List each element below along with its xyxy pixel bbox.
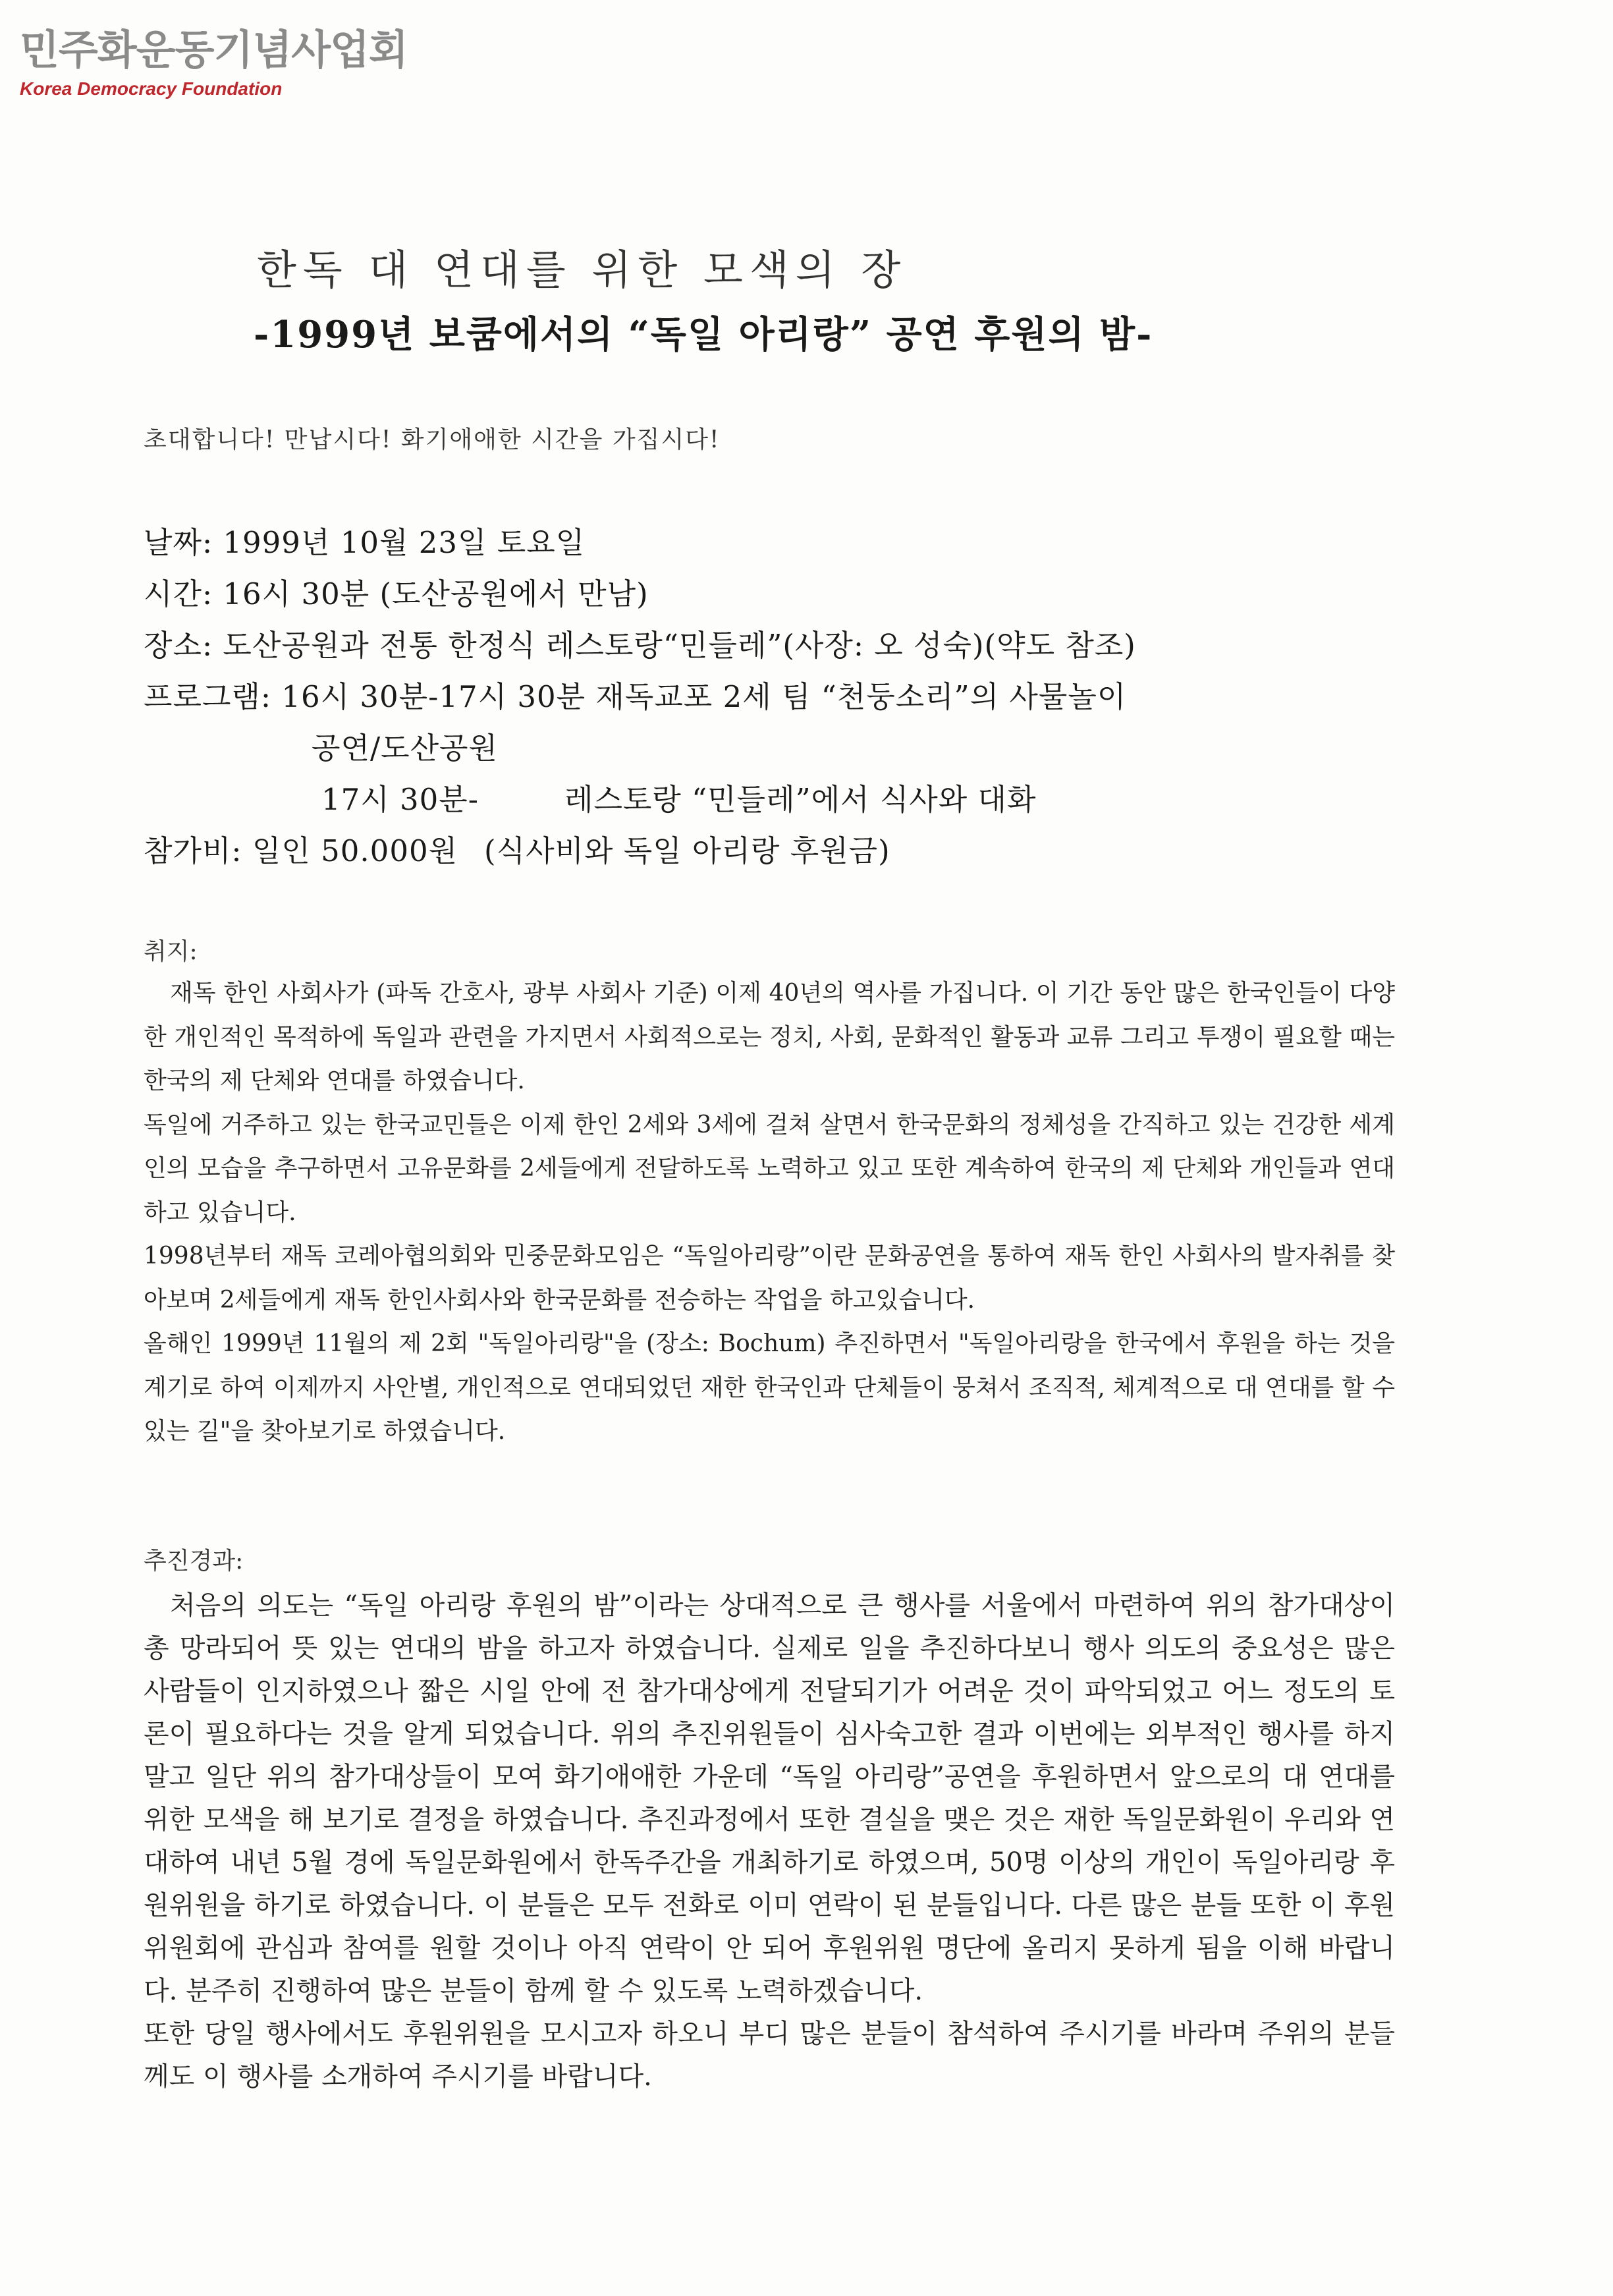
- event-program-line1: 프로그램: 16시 30분-17시 30분 재독교포 2세 팀 “천둥소리”의 사물놀이: [144, 679, 1127, 714]
- event-program-line3: [144, 774, 1136, 826]
- fee-amount: 참가비: 일인 50.000원: [144, 833, 458, 868]
- purpose-paragraph: 올해인 1999년 11월의 제 2회 "독일아리랑"을 (장소: Bochum) 추진하면서 "독일아리랑을 한국에서 후원을 하는 것을 계기로 하여 이제까지 사안별, 개인적으로 연대되었던 재한 한국인과 단체들이 뭉쳐서 조직적, 체계적으로 대 연대를 할 수 있는 길"을 찾아보기로 하였습니다.: [144, 1330, 1395, 1445]
- logo-english-text: Korea Democracy Foundation: [20, 78, 283, 99]
- purpose-label: 취지:: [144, 938, 198, 965]
- program-dinner-desc: 레스토랑 “민들레”에서 식사와 대화: [564, 782, 1037, 817]
- event-date: 날짜: 1999년 10월 23일 토요일: [144, 525, 586, 560]
- progress-paragraph: 또한 당일 행사에서도 후원위원을 모시고자 하오니 부디 많은 분들이 참석하여 주시기를 바라며 주위의 분들께도 이 행사를 소개하여 주시기를 바랍니다.: [144, 2019, 1395, 2092]
- purpose-paragraph: 재독 한인 사회사가 (파독 간호사, 광부 사회사 기준) 이제 40년의 역사를 가집니다. 이 기간 동안 많은 한국인들이 다양한 개인적인 목적하에 독일과 관련을 가지면서 사회적으로는 정치, 사회, 문화적인 활동과 교류 그리고 투쟁이 필요할 때는 한국의 제 단체와 연대를 하였습니다.: [144, 980, 1395, 1094]
- event-program-line2: 공연/도산공원: [312, 731, 498, 766]
- event-place: 장소: 도산공원과 전통 한정식 레스토랑“민들레”(사장: 오 성숙)(약도 참조): [144, 628, 1136, 663]
- progress-body: [144, 1584, 1395, 2098]
- purpose-paragraph: 독일에 거주하고 있는 한국교민들은 이제 한인 2세와 3세에 걸쳐 살면서 한국문화의 정체성을 간직하고 있는 건강한 세계인의 모습을 추구하면서 고유문화를 2세들에게 전달하도록 노력하고 있고 또한 계속하여 한국의 제 단체와 개인들과 연대하고 있습니다.: [144, 1111, 1395, 1226]
- progress-label: 추진경과:: [144, 1548, 244, 1575]
- event-details: [144, 517, 1136, 877]
- fee-note: (식사비와 독일 아리랑 후원금): [484, 833, 890, 868]
- logo-korean-text: 민주화운동기념사업회: [20, 26, 408, 74]
- event-time: 시간: 16시 30분 (도산공원에서 만남): [144, 576, 649, 611]
- invitation-line: 초대합니다! 만납시다! 화기애애한 시간을 가집시다!: [144, 426, 721, 453]
- document-title: 한독 대 연대를 위한 모색의 장: [257, 246, 908, 294]
- purpose-body: [144, 972, 1395, 1454]
- document-subtitle: -1999년 보쿰에서의 “독일 아리랑” 공연 후원의 밤-: [254, 313, 1153, 356]
- program-dinner-time: 17시 30분-: [321, 782, 479, 817]
- event-fee: [144, 826, 1136, 877]
- purpose-paragraph: 1998년부터 재독 코레아협의회와 민중문화모임은 “독일아리랑”이란 문화공연을 통하여 재독 한인 사회사의 발자취를 찾아보며 2세들에게 재독 한인사회사와 한국문화를 전승하는 작업을 하고있습니다.: [144, 1243, 1395, 1314]
- foundation-logo: [20, 26, 408, 100]
- progress-paragraph: 처음의 의도는 “독일 아리랑 후원의 밤”이라는 상대적으로 큰 행사를 서울에서 마련하여 위의 참가대상이 총 망라되어 뜻 있는 연대의 밤을 하고자 하였습니다. 실제로 일을 추진하다보니 행사 의도의 중요성은 많은 사람들이 인지하였으나 짧은 시일 안에 전 참가대상에게 전달되기가 어려운 것이 파악되었고 어느 정도의 토론이 필요하다는 것을 알게 되었습니다. 위의 추진위원들이 심사숙고한 결과 이번에는 외부적인 행사를 하지 말고 일단 위의 참가대상들이 모여 화기애애한 가운데 “독일 아리랑”공연을 후원하면서 앞으로의 대 연대를 위한 모색을 해 보기로 결정을 하였습니다. 추진과정에서 또한 결실을 맺은 것은 재한 독일문화원이 우리와 연대하여 내년 5월 경에 독일문화원에서 한독주간을 개최하기로 하였으며, 50명 이상의 개인이 독일아리랑 후원위원을 하기로 하였습니다. 이 분들은 모두 전화로 이미 연락이 된 분들입니다. 다른 많은 분들 또한 이 후원위원회에 관심과 참여를 원할 것이나 아직 연락이 안 되어 후원위원 명단에 올리지 못하게 됨을 이해 바랍니다. 분주히 진행하여 많은 분들이 함께 할 수 있도록 노력하겠습니다.: [144, 1590, 1395, 2006]
